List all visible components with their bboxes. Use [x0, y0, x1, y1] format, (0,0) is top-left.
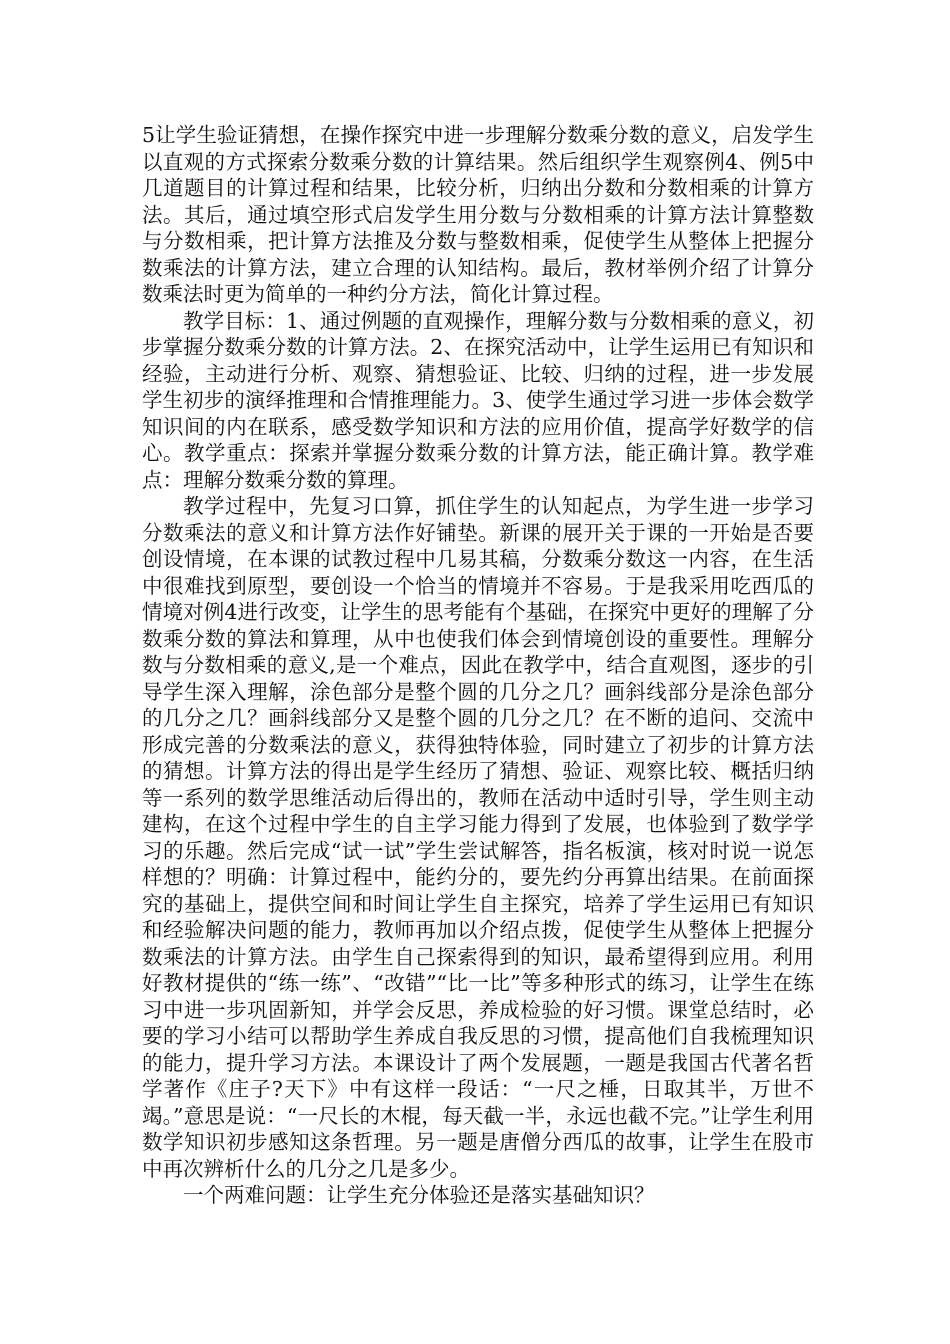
paragraph-teaching-goals: 教学目标：1、通过例题的直观操作，理解分数与分数相乘的意义，初步掌握分数乘分数的计算方法。2、在探究活动中，让学生运用已有知识和经验，主动进行分析、观察、猜想验证、比较、归纳的过程，进一步发展学生初步的演绎推理和合情推理能力。3、使学生通过学习进一步体会数学知识间的内在联系，感受数学知识和方法的应用价值，提高学好数学的信心。教学重点：探索并掌握分数乘分数的计算方法，能正确计算。教学难点：理解分数乘分数的算理。: [142, 308, 814, 492]
paragraph-teaching-process: 教学过程中，先复习口算，抓住学生的认知起点，为学生进一步学习分数乘法的意义和计算方法作好铺垫。新课的展开关于课的一开始是否要创设情境，在本课的试教过程中几易其稿，分数乘分数这一内容，在生活中很难找到原型，要创设一个恰当的情境并不容易。于是我采用吃西瓜的情境对例4进行改变，让学生的思考能有个基础，在探究中更好的理解了分数乘分数的算法和算理，从中也使我们体会到情境创设的重要性。理解分数与分数相乘的意义,是一个难点，因此在教学中，结合直观图，逐步的引导学生深入理解，涂色部分是整个圆的几分之几？画斜线部分是涂色部分的几分之几？画斜线部分又是整个圆的几分之几？在不断的追问、交流中形成完善的分数乘法的意义，获得独特体验，同时建立了初步的计算方法的猜想。计算方法的得出是学生经历了猜想、验证、观察比较、概括归纳等一系列的数学思维活动后得出的，教师在活动中适时引导，学生则主动建构，在这个过程中学生的自主学习能力得到了发展，也体验到了数学学习的乐趣。然后完成“试一试”学生尝试解答，指名板演，核对时说一说怎样想的？明确：计算过程中，能约分的，要先约分再算出结果。在前面探究的基础上，提供空间和时间让学生自主探究，培养了学生运用已有知识和经验解决问题的能力，教师再加以介绍点拨，促使学生从整体上把握分数乘法的计算方法。由学生自己探索得到的知识，最希望得到应用。利用好教材提供的“练一练”、“改错”“比一比”等多种形式的练习，让学生在练习中进一步巩固新知，并学会反思，养成检验的好习惯。课堂总结时，必要的学习小结可以帮助学生养成自我反思的习惯，提高他们自我梳理知识的能力，提升学习方法。本课设计了两个发展题，一题是我国古代著名哲学著作《庄子?天下》中有这样一段话：“一尺之棰，日取其半，万世不竭。”意思是说：“一尺长的木棍，每天截一半，永远也截不完。”让学生利用数学知识初步感知这条哲理。另一题是唐僧分西瓜的故事，让学生在股市中再次辨析什么的几分之几是多少。: [142, 494, 814, 1181]
document-page: [142, 122, 814, 1209]
paragraph-dilemma: 一个两难问题：让学生充分体验还是落实基础知识？: [183, 1183, 655, 1207]
paragraph-continuation: 5让学生验证猜想，在操作探究中进一步理解分数乘分数的意义，启发学生以直观的方式探索分数乘分数的计算结果。然后组织学生观察例4、例5中几道题目的计算过程和结果，比较分析，归纳出分数和分数相乘的计算方法。其后，通过填空形式启发学生用分数与分数相乘的计算方法计算整数与分数相乘，把计算方法推及分数与整数相乘，促使学生从整体上把握分数乘法的计算方法，建立合理的认知结构。最后，教材举例介绍了计算分数乘法时更为简单的一种约分方法，简化计算过程。: [142, 123, 814, 306]
